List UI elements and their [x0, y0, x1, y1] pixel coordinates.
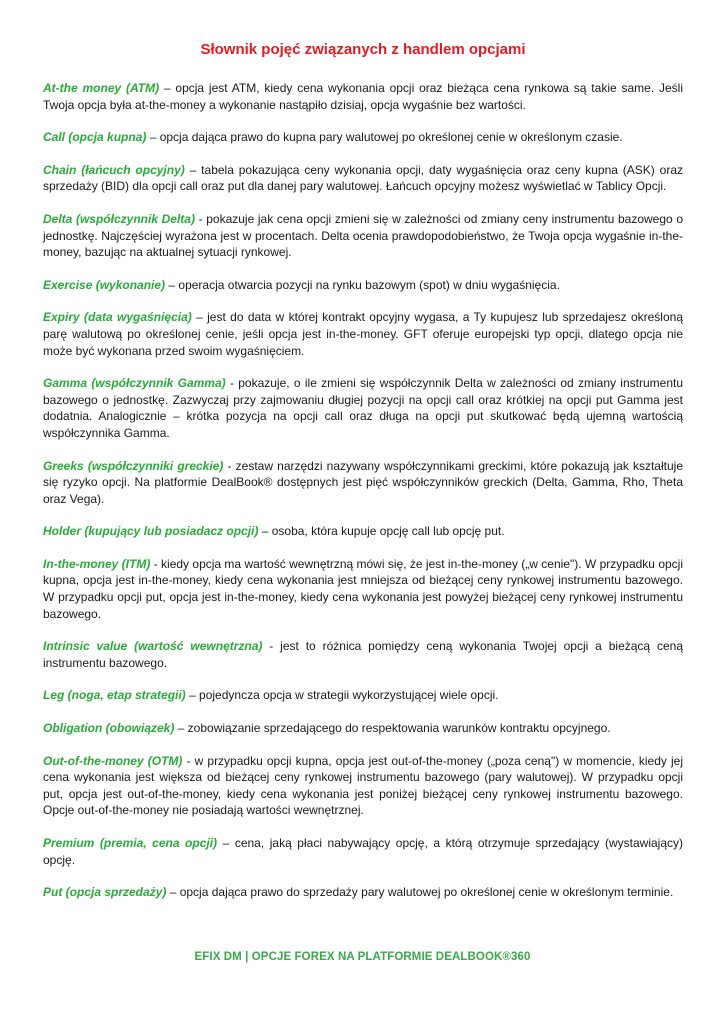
glossary-definition: – cena, jaką płaci nabywający opcję, a którą otrzymuje sprzedający (wystawiający) opcję. [43, 836, 683, 867]
glossary-term: Premium (premia, cena opcji) [43, 836, 218, 850]
glossary-entry [43, 80, 683, 113]
glossary-definition: – zobowiązanie sprzedającego do respektowania warunków kontraktu opcyjnego. [174, 721, 611, 736]
glossary-list [43, 80, 683, 901]
glossary-entry [43, 162, 683, 195]
glossary-term: Exercise (wykonanie) [43, 277, 166, 292]
glossary-term: Chain (łańcuch opcyjny) [43, 162, 185, 177]
glossary-term: Out-of-the-money (OTM) [43, 753, 183, 768]
glossary-definition: – jest do data w której kontrakt opcyjny wygasa, a Ty kupujesz lub sprzedajesz określoną parę walutową po określonej cenie, jeśli opcja jest in-the-money. GFT oferuje europejski typ opcji, dlatego opcja nie może być wykonana przed swoim wygaśnięciem. [43, 310, 683, 358]
glossary-term: At-the money (ATM) [43, 81, 160, 95]
glossary-term: Leg (noga, etap strategii) [43, 688, 186, 703]
glossary-entry [43, 638, 683, 671]
glossary-definition: - w przypadku opcji kupna, opcja jest out-of-the-money („poza ceną") w momencie, kiedy jej cena wykonania jest większa od bieżącej ceny rynkowej instrumentu bazowego (pary walutowej). W przypadku opcji put, opcja jest out-of-the-money, kiedy cena wykonania jest poniżej bieżącej ceny rynkowej instrumentu bazowego. Opcje out-of-the-money nie posiadają wartości wewnętrznej. [43, 753, 683, 818]
glossary-entry [43, 211, 683, 261]
glossary-entry [43, 687, 683, 704]
glossary-entry [43, 835, 683, 868]
glossary-entry [43, 309, 683, 359]
glossary-entry [43, 129, 683, 146]
glossary-definition: - zestaw narzędzi nazywany współczynnikami greckimi, które pokazują jak kształtuje się ryzyko opcji. Na platformie DealBook® dostępnych jest pięć współczynników greckich (Delta, Gamma, Rho, Theta oraz Vega). [43, 458, 683, 506]
glossary-entry [43, 556, 683, 622]
glossary-entry [43, 458, 683, 508]
glossary-term: Call (opcja kupna) [43, 130, 147, 145]
glossary-term: Gamma (współczynnik Gamma) [43, 376, 226, 391]
glossary-definition: – tabela pokazująca ceny wykonania opcji, daty wygaśnięcia oraz ceny kupna (ASK) oraz sprzedaży (BID) dla opcji call oraz put dla danej pary walutowej. Łańcuch opcyjny możesz wyświetlać w Tablicy Opcji. [43, 162, 684, 194]
page-footer: EFIX DM | OPCJE FOREX NA PLATFORMIE DEALBOOK®360 [194, 951, 531, 963]
glossary-definition: – operacja otwarcia pozycji na rynku bazowym (spot) w dniu wygaśnięcia. [165, 277, 560, 292]
glossary-term: Greeks (współczynniki greckie) [43, 458, 224, 473]
glossary-definition: – pojedyncza opcja w strategii wykorzystującej wiele opcji. [185, 688, 499, 703]
glossary-definition: – osoba, która kupuje opcję call lub opcję put. [258, 524, 505, 539]
glossary-term: Delta (współczynnik Delta) [43, 211, 195, 226]
glossary-entry [43, 720, 683, 737]
glossary-term: Intrinsic value (wartość wewnętrzna) [43, 639, 263, 654]
glossary-definition: – opcja jest ATM, kiedy cena wykonania opcji oraz bieżąca cena rynkowa są takie same. Jeśli Twoja opcja była at-the-money a wykonanie nastąpiło dzisiaj, opcja wygaśnie bez wartości. [43, 81, 683, 112]
glossary-definition: - pokazuje, o ile zmieni się współczynnik Delta w zależności od zmiany instrumentu bazowego o jednostkę. Zazwyczaj przy zajmowaniu długiej pozycji na opcji call oraz krótkiej na opcji put Gamma jest dodatnia. Analogicznie – krótka pozycja na opcji call oraz długa na opcji put skutkować będą ujemną wartością współczynnika Gamma. [43, 376, 683, 440]
glossary-entry [43, 277, 683, 294]
page-title: Słownik pojęć związanych z handlem opcjami [200, 41, 526, 58]
glossary-entry [43, 884, 683, 901]
glossary-term: Holder (kupujący lub posiadacz opcji) [43, 524, 259, 539]
glossary-entry [43, 375, 683, 441]
glossary-definition: - jest to różnica pomiędzy ceną wykonania Twojej opcji a bieżącą ceną instrumentu bazowego. [43, 639, 683, 670]
glossary-term: In-the-money (ITM) [43, 556, 151, 571]
glossary-term: Put (opcja sprzedaży) [43, 885, 167, 900]
glossary-term: Obligation (obowiązek) [43, 721, 175, 736]
glossary-entry [43, 523, 683, 540]
glossary-term: Expiry (data wygaśnięcia) [43, 310, 192, 325]
glossary-definition: – opcja dająca prawo do sprzedaży pary walutowej po określonej cenie w określonym terminie. [166, 885, 674, 900]
glossary-entry [43, 753, 683, 819]
glossary-definition: - kiedy opcja ma wartość wewnętrzną mówi się, że jest in-the-money („w cenie"). W przypadku opcji kupna, opcja jest in-the-money, kiedy cena wykonania jest mniejsza od bieżącej ceny rynkowej instrumentu bazowego. W przypadku opcji put, opcja jest in-the-money, kiedy cena wykonania jest powyżej bieżącej ceny rynkowej instrumentu bazowego. [43, 556, 683, 621]
glossary-definition: – opcja dająca prawo do kupna pary walutowej po określonej cenie w określonym czasie. [146, 130, 623, 145]
glossary-definition: - pokazuje jak cena opcji zmieni się w zależności od zmiany ceny instrumentu bazowego o jednostkę. Najczęściej wyrażona jest w procentach. Delta ocenia prawdopodobieństwo, że Twoja opcja wygaśnie in-the-money, bazując na aktualnej sytuacji rynkowej. [43, 211, 683, 260]
